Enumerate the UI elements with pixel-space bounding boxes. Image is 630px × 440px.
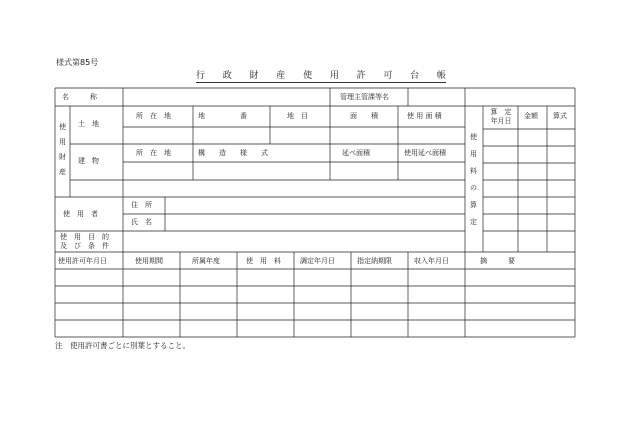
- log-header-remarks: 摘 要: [480, 257, 515, 265]
- location-header: 所 在 地: [136, 112, 171, 120]
- title-char: 可: [383, 71, 393, 81]
- vertical-char: 使: [59, 123, 66, 131]
- log-header-permit-date: 使用許可年月日: [58, 257, 107, 265]
- form-number: 様式第85号: [56, 58, 99, 67]
- floor-area-header: 延べ面積: [342, 149, 370, 157]
- name-label: 名 称: [62, 93, 97, 101]
- vertical-char: 産: [59, 168, 66, 176]
- vertical-char: 用: [470, 150, 477, 158]
- user-label: 使 用 者: [63, 210, 98, 218]
- amount-header: 金額: [524, 112, 538, 120]
- location-header-building: 所 在 地: [136, 149, 171, 157]
- vertical-char: 財: [59, 153, 66, 161]
- calc-date-header: 算 定 年月日: [490, 108, 512, 126]
- vertical-char: 算: [470, 201, 477, 209]
- title-char: 産: [276, 71, 286, 81]
- used-floor-area-header: 使用延べ面積: [404, 149, 446, 157]
- log-header-fiscal-year: 所属年度: [192, 257, 220, 265]
- structure-header: 構 造 様 式: [198, 149, 268, 157]
- log-header-assessment-date: 調定年月日: [300, 257, 335, 265]
- fee-calc-vertical-label: [469, 134, 478, 226]
- title-char: 用: [329, 71, 339, 81]
- vertical-char: 定: [470, 218, 477, 226]
- formula-header: 算式: [553, 112, 567, 120]
- manager-label: 管理主管課等名: [340, 93, 389, 101]
- vertical-char: の: [470, 184, 477, 192]
- area-header: 面 積: [350, 112, 378, 120]
- log-header-due-date: 指定納期限: [357, 257, 392, 265]
- title-char: 行: [196, 71, 206, 81]
- purpose-label: 使 用 目 的 及 び 条 件: [60, 233, 109, 251]
- title-char: 許: [356, 71, 366, 81]
- log-header-receipt-date: 収入年月日: [414, 257, 449, 265]
- log-header-period: 使用期間: [135, 257, 163, 265]
- property-vertical-label: [58, 124, 67, 176]
- title-char: 帳: [436, 71, 446, 81]
- title-char: 使: [303, 71, 313, 81]
- footnote: 注 使用許可書ごとに別葉とすること。: [55, 341, 190, 350]
- vertical-char: 使: [470, 133, 477, 141]
- vertical-char: 料: [470, 167, 477, 175]
- title-char: 財: [249, 71, 259, 81]
- person-name-label: 氏 名: [131, 218, 152, 226]
- land-category-header: 地 目: [287, 112, 308, 120]
- vertical-char: 用: [59, 138, 66, 146]
- building-label: 建 物: [78, 157, 99, 165]
- lot-header: 地 番: [198, 112, 247, 120]
- title-char: 政: [222, 71, 232, 81]
- address-label: 住 所: [131, 201, 152, 209]
- land-label: 土 地: [78, 120, 99, 128]
- title-char: 台: [410, 71, 420, 81]
- used-area-header: 使 用 面 積: [407, 112, 442, 120]
- log-header-fee: 使 用 料: [246, 257, 281, 265]
